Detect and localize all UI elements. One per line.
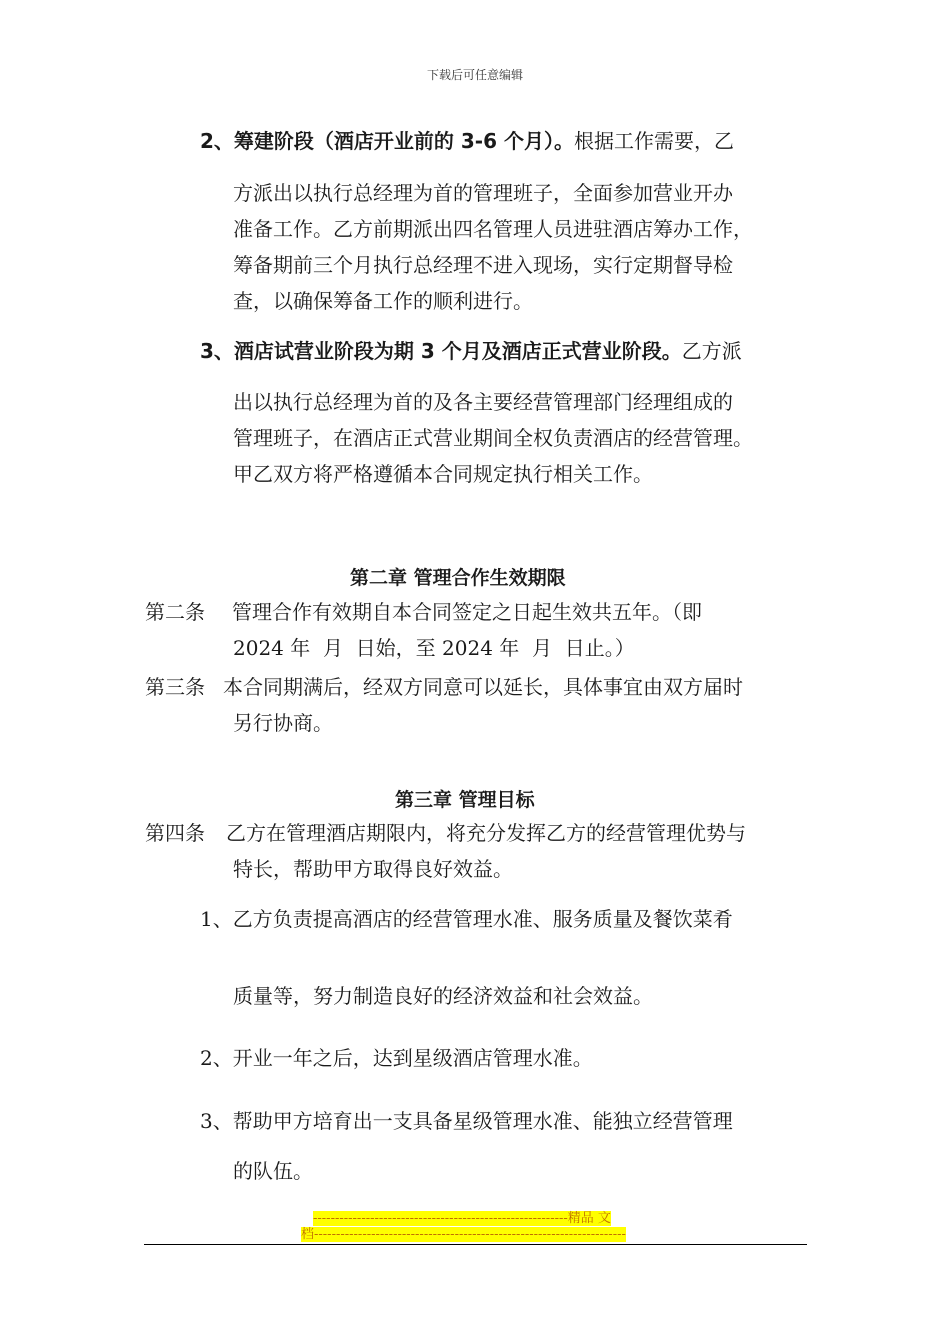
footer-watermark-line-2: 档----------------------------------------------------------------------- bbox=[301, 1227, 626, 1242]
article-2-line-1: 管理合作有效期自本合同签定之日起生效共五年。（即 bbox=[232, 600, 702, 624]
article-2-label: 第二条 bbox=[145, 600, 205, 624]
article-3-line-1: 本合同期满后，经双方同意可以延长，具体事宜由双方届时 bbox=[223, 675, 743, 699]
goal-2-line-1: 2、开业一年之后，达到星级酒店管理水准。 bbox=[200, 1046, 593, 1070]
item-3-line-2: 出以执行总经理为首的及各主要经营管理部门经理组成的 bbox=[233, 390, 733, 414]
chapter-2-title: 第二章 管理合作生效期限 bbox=[350, 567, 566, 589]
item-2-line-1-rest: 根据工作需要，乙 bbox=[573, 129, 734, 153]
goal-1-line-1: 1、乙方负责提高酒店的经营管理水准、服务质量及餐饮菜肴 bbox=[200, 907, 733, 931]
goal-3-line-1: 3、帮助甲方培育出一支具备星级管理水准、能独立经营管理 bbox=[200, 1109, 733, 1133]
article-4-line-1: 乙方在管理酒店期限内，将充分发挥乙方的经营管理优势与 bbox=[226, 821, 746, 845]
item-2-line-2: 方派出以执行总经理为首的管理班子，全面参加营业开办 bbox=[233, 181, 733, 205]
item-2-lead: 2、筹建阶段（酒店开业前的 3-6 个月）。 bbox=[200, 129, 574, 153]
article-3-line-2: 另行协商。 bbox=[233, 711, 333, 735]
item-2-line-5: 查，以确保筹备工作的顺利进行。 bbox=[233, 289, 533, 313]
article-4-label: 第四条 bbox=[145, 821, 205, 845]
goal-1-line-2: 质量等，努力制造良好的经济效益和社会效益。 bbox=[233, 984, 653, 1008]
chapter-3-title: 第三章 管理目标 bbox=[395, 789, 535, 811]
item-3-lead: 3、酒店试营业阶段为期 3 个月及酒店正式营业阶段。 bbox=[200, 339, 682, 363]
item-3-line-4: 甲乙双方将严格遵循本合同规定执行相关工作。 bbox=[233, 462, 653, 486]
article-3-label: 第三条 bbox=[145, 675, 205, 699]
item-3-line-1 bbox=[200, 339, 742, 363]
footer-divider bbox=[144, 1244, 807, 1245]
item-3-line-1-rest: 乙方派 bbox=[681, 339, 742, 363]
footer-watermark-line-1: ----------------------------------------------------------精品 文 bbox=[313, 1211, 611, 1226]
header-note: 下载后可任意编辑 bbox=[426, 68, 523, 82]
item-2-line-3: 准备工作。乙方前期派出四名管理人员进驻酒店筹办工作， bbox=[233, 217, 753, 241]
article-4-line-2: 特长，帮助甲方取得良好效益。 bbox=[233, 857, 513, 881]
goal-3-line-2: 的队伍。 bbox=[233, 1159, 313, 1183]
item-3-line-3: 管理班子，在酒店正式营业期间全权负责酒店的经营管理。 bbox=[233, 426, 753, 450]
item-2-line-1 bbox=[200, 129, 734, 153]
item-2-line-4: 筹备期前三个月执行总经理不进入现场，实行定期督导检 bbox=[233, 253, 733, 277]
article-2-line-2: 2024 年 月 日始，至 2024 年 月 日止。） bbox=[233, 636, 635, 660]
